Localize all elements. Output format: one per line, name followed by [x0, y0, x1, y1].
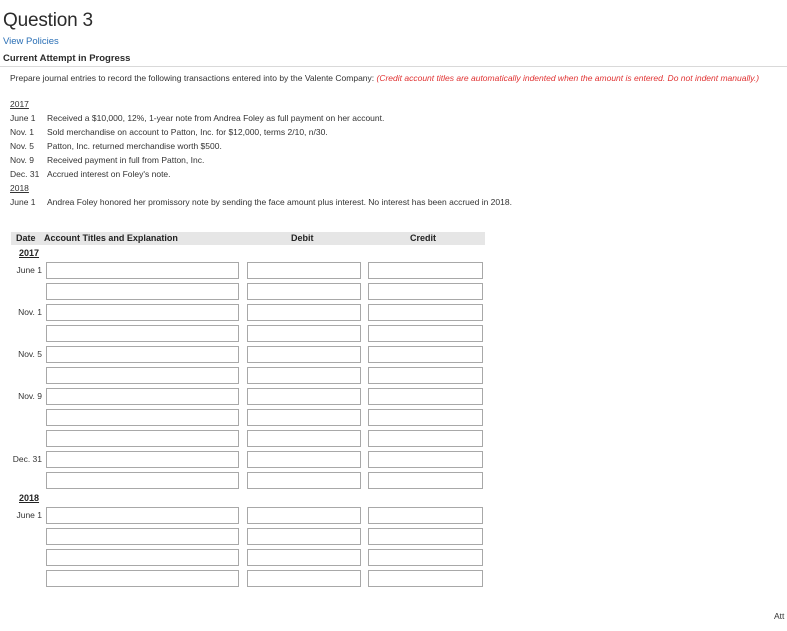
- transaction-text: Accrued interest on Foley's note.: [47, 169, 171, 179]
- credit-input[interactable]: [368, 346, 483, 363]
- account-title-input[interactable]: [46, 325, 239, 342]
- account-title-input[interactable]: [46, 409, 239, 426]
- account-title-input[interactable]: [46, 283, 239, 300]
- debit-input[interactable]: [247, 346, 361, 363]
- credit-input[interactable]: [368, 430, 483, 447]
- credit-input[interactable]: [368, 549, 483, 566]
- account-title-input[interactable]: [46, 367, 239, 384]
- account-title-input[interactable]: [46, 528, 239, 545]
- journal-table-header: [11, 232, 485, 245]
- header-date: Date: [16, 233, 36, 243]
- account-title-input[interactable]: [46, 549, 239, 566]
- entry-date-label: Nov. 1: [18, 307, 42, 317]
- transactions-year-2: [10, 183, 29, 193]
- transaction-date: Nov. 5: [10, 141, 34, 151]
- debit-input[interactable]: [247, 451, 361, 468]
- attempts-label-partial: Att: [774, 611, 785, 621]
- transaction-line: [10, 197, 512, 207]
- credit-input[interactable]: [368, 528, 483, 545]
- debit-input[interactable]: [247, 304, 361, 321]
- transaction-date: Dec. 31: [10, 169, 40, 179]
- transaction-date: June 1: [10, 113, 36, 123]
- credit-input[interactable]: [368, 325, 483, 342]
- header-credit: Credit: [410, 233, 437, 243]
- instructions: [10, 73, 759, 83]
- table-year-2017: 2017: [19, 248, 40, 258]
- credit-input[interactable]: [368, 451, 483, 468]
- debit-input[interactable]: [247, 388, 361, 405]
- account-title-input[interactable]: [46, 451, 239, 468]
- view-policies-link[interactable]: View Policies: [3, 36, 59, 47]
- debit-input[interactable]: [247, 367, 361, 384]
- credit-input[interactable]: [368, 304, 483, 321]
- divider: [0, 66, 787, 67]
- attempt-status: Current Attempt in Progress: [3, 53, 131, 64]
- transaction-date: Nov. 9: [10, 155, 34, 165]
- account-title-input[interactable]: [46, 388, 239, 405]
- transaction-date: June 1: [10, 197, 36, 207]
- transactions-year-1: [10, 99, 29, 109]
- credit-input[interactable]: [368, 262, 483, 279]
- header-debit: Debit: [291, 233, 314, 243]
- transaction-text: Received a $10,000, 12%, 1-year note from Andrea Foley as full payment on her account.: [47, 113, 385, 123]
- transaction-line: [10, 155, 204, 165]
- transaction-text: Sold merchandise on account to Patton, Inc. for $12,000, terms 2/10, n/30.: [47, 127, 328, 137]
- table-year-2018: 2018: [19, 493, 40, 503]
- debit-input[interactable]: [247, 430, 361, 447]
- instructions-note: (Credit account titles are automatically indented when the amount is entered. Do not indent manually.): [376, 73, 760, 83]
- debit-input[interactable]: [247, 283, 361, 300]
- debit-input[interactable]: [247, 409, 361, 426]
- transaction-text: Andrea Foley honored her promissory note by sending the face amount plus interest. No interest has been accrued in 2018.: [47, 197, 512, 207]
- instructions-text: Prepare journal entries to record the following transactions entered into by the Valente Company:: [10, 73, 377, 83]
- debit-input[interactable]: [247, 325, 361, 342]
- header-account: Account Titles and Explanation: [44, 233, 178, 243]
- transaction-line: [10, 141, 222, 151]
- account-title-input[interactable]: [46, 346, 239, 363]
- transaction-text: Received payment in full from Patton, Inc.: [47, 155, 205, 165]
- account-title-input[interactable]: [46, 507, 239, 524]
- account-title-input[interactable]: [46, 262, 239, 279]
- credit-input[interactable]: [368, 507, 483, 524]
- entry-date-label: June 1: [16, 265, 42, 275]
- debit-input[interactable]: [247, 528, 361, 545]
- question-title: Question 3: [3, 10, 93, 31]
- credit-input[interactable]: [368, 388, 483, 405]
- entry-date-label: Dec. 31: [12, 454, 42, 464]
- debit-input[interactable]: [247, 549, 361, 566]
- transaction-date: Nov. 1: [10, 127, 34, 137]
- debit-input[interactable]: [247, 570, 361, 587]
- debit-input[interactable]: [247, 472, 361, 489]
- account-title-input[interactable]: [46, 304, 239, 321]
- entry-date-label: June 1: [16, 510, 42, 520]
- transactions-year-2-label: 2018: [10, 183, 29, 193]
- account-title-input[interactable]: [46, 570, 239, 587]
- transaction-line: [10, 169, 171, 179]
- credit-input[interactable]: [368, 367, 483, 384]
- entry-date-label: Nov. 5: [18, 349, 42, 359]
- credit-input[interactable]: [368, 472, 483, 489]
- account-title-input[interactable]: [46, 472, 239, 489]
- credit-input[interactable]: [368, 283, 483, 300]
- transaction-text: Patton, Inc. returned merchandise worth $500.: [47, 141, 222, 151]
- entry-date-label: Nov. 9: [18, 391, 42, 401]
- transaction-line: [10, 127, 328, 137]
- account-title-input[interactable]: [46, 430, 239, 447]
- transaction-line: [10, 113, 384, 123]
- credit-input[interactable]: [368, 570, 483, 587]
- debit-input[interactable]: [247, 507, 361, 524]
- transactions-year-1-label: 2017: [10, 99, 29, 109]
- debit-input[interactable]: [247, 262, 361, 279]
- credit-input[interactable]: [368, 409, 483, 426]
